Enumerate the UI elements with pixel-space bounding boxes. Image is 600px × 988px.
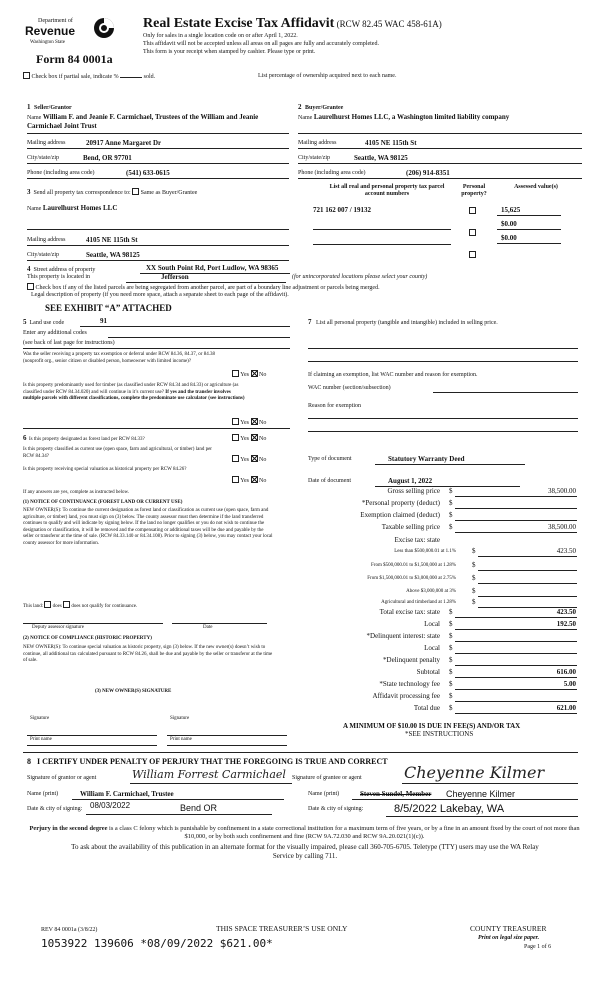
tax-row-label: *Delinquent penalty [383,656,440,664]
deputy-date-label: Date [203,625,213,630]
owner-signature-label: Signature [30,716,50,721]
grantor-date-city-label: Date & city of signing: [27,806,83,812]
grantee-date-city-label: Date & city of signing: [308,806,364,812]
note-2: This affidavit will not be accepted unless all areas on all pages are fully and accurately completed. [143,41,379,47]
tax-row-label: *State technology fee [379,680,440,688]
wac-label: WAC number (section/subsection) [308,385,391,391]
personal-col-header: Personal property? [461,184,487,197]
continuance-heading: (1) NOTICE OF CONTINUANCE (FOREST LAND OR CURRENT USE) [23,500,183,505]
tax-bracket-label: Less than $500,000.01 at 1.1% [394,549,456,554]
grantee-signature: Cheyenne Kilmer [404,763,545,782]
tax-bracket-label: Above $3,000,000 at 3% [406,589,456,594]
if-yes-note: If any answers are yes, complete as instructed below. [23,490,130,495]
tax-bracket-label: From $500,000.01 to $1,500,000 at 1.28% [371,563,456,568]
seller-city: Bend, OR 97701 [83,154,132,162]
buyer-mail-label: Mailing address [298,140,337,146]
continuance-body: NEW OWNER(S): To continue the current designation as forest land or classification as current use (open space, farm and agriculture, or timber) land, you must sign on (3) below. The county assessor must then determine if the land transferred continues to qualify and will indicate by signing below. If the land no longer qualifies or you do not wish to continue the designation or classification, it will be removed and the compensating or additional taxes will be due and payable by the seller or transferor at the time of sale. (RCW 84.33.140 or 84.34.108). Prior to signing (3) below, you may contact your local county assessor for more information. [23,508,273,546]
seller-mail-label: Mailing address [27,140,66,146]
partial-sale-checkbox[interactable] [23,72,30,79]
sec3-city-label: City/state/zip [27,252,59,258]
assessed-value: $0.00 [501,220,517,228]
alternate-format-notice: To ask about the availability of this publication in an alternate format for the visually impaired, please call 360-705-6705. Teletype (TTY) users may use the WA Relay Service by calling 711. [71,843,539,861]
seller-mail: 20917 Anne Margaret Dr [86,139,162,147]
does-not-checkbox[interactable] [63,601,70,608]
personal-property-checkbox[interactable] [469,229,476,236]
forest-question: 6 Is this property designated as forest land per RCW 84.33? [23,434,145,442]
current-use-yes-no: Yes No [232,455,266,464]
personal-property-checkbox[interactable] [469,207,476,214]
parcel-col-header: List all real and personal property tax parcel account numbers [329,184,445,197]
grantor-signature-label: Signature of grantor or agent [27,775,97,781]
timber-yes-no: Yes No [232,418,266,427]
tax-row-value: 621.00 [556,704,576,712]
unincorporated-note: (for unincorporated locations please select your county) [292,274,428,280]
tax-row-label: *Personal property (deduct) [361,499,440,507]
seller-phone: (541) 633-0615 [126,169,170,177]
tax-row-label: Exemption claimed (deduct) [360,511,440,519]
see-back-label: (see back of last page for instructions) [23,340,115,346]
street-address: XX South Point Rd, Port Ludlow, WA 98365 [146,264,279,272]
owner-print-name-label: Print name [170,737,192,742]
yes-checkbox[interactable] [232,455,239,462]
segregated-checkbox[interactable] [27,283,34,290]
exemption-claim-label: If claiming an exemption, list WAC number and reason for exemption. [308,372,478,378]
compliance-body: NEW OWNER(S): To continue special valuation as historic property, sign (3) below. If the new owner(s) doesn’t wish to continue, all additional tax calculated pursuant to RCW 84.26, shall be due and payable by the seller or transferor at the time of sale. [23,645,273,663]
tax-row-value: 38,500.00 [548,487,576,495]
forest-yes-no: Yes No [232,434,266,443]
grantor-print-name: William F. Carmichael, Trustee [80,790,174,798]
assessed-value: 15,625 [501,206,521,214]
correspondence-row: 3 Send all property tax correspondence to: Same as Buyer/Grantee [27,188,198,196]
tax-bracket-label: Agricultural and timberland at 1.28% [381,600,456,605]
doc-date-label: Date of document [308,478,351,484]
buyer-phone-label: Phone (including area code) [298,170,366,176]
exemption-yes-no: Yes No [232,370,266,379]
this-land-row: This land: does does not qualify for continuance. [23,601,137,610]
yes-checkbox[interactable] [232,434,239,441]
land-use-row: 5 Land use code [23,318,65,326]
tax-row-value: 423.50 [556,608,576,616]
tax-bracket-value: 423.50 [556,547,576,555]
owner-print-name-label: Print name [30,737,52,742]
doc-type-label: Type of document [308,456,352,462]
legal-description-label: Legal description of property (if you need more space, attach a separate sheet to each page of the affidavit). [31,292,289,298]
tax-row-label: Total excise tax: state [379,608,440,616]
dept-line1: Department of [38,18,73,24]
buyer-mail: 4105 NE 115th St [365,139,417,147]
grantee-print-name: Cheyenne Kilmer [446,789,516,799]
reason-label: Reason for exemption [308,403,361,409]
sec3-city: Seattle, WA 98125 [86,251,140,259]
tax-row-label: Gross selling price [387,487,440,495]
perjury-notice: Perjury in the second degree is a class C felony which is punishable by confinement in a state correctional institution for a maximum term of five years, or by a fine in an amount fixed by the court of not more than $10,000, or by both such confinement and fine (RCW 9A.72.030 and RCW 9A.20.021(1)(c)). [29,825,580,841]
note-1: Only for sales in a single location code on or after April 1, 2022. [143,33,298,39]
note-3: This form is your receipt when stamped by cashier. Please type or print. [143,49,316,55]
seller-heading: 1 Seller/Grantor [27,103,72,111]
no-checkbox[interactable] [251,418,258,425]
buyer-heading: 2 Buyer/Grantee [298,103,344,111]
minimum-due-note: A MINIMUM OF $10.00 IS DUE IN FEE(S) AND/OR TAX [343,722,521,730]
tax-row-label: Taxable selling price [381,523,440,531]
no-checkbox[interactable] [251,455,258,462]
current-use-question: Is this property classified as current use (open space, farm and agricultural, or timber) land per RCW 84.34? [23,447,212,459]
wa-seal-icon [92,16,116,40]
grantor-print-label: Name (print) [27,791,59,797]
percentage-note: List percentage of ownership acquired next to each name. [258,73,397,79]
historic-question: Is this property receiving special valuation as historical property per RCW 84.26? [23,467,187,472]
no-checkbox[interactable] [251,434,258,441]
owner-signature-label: Signature [170,716,190,721]
deputy-signature-label: Deputy assessor signature [32,625,84,630]
personal-property-checkbox[interactable] [469,251,476,258]
tax-bracket-label: From $1,500,000.01 to $3,000,000 at 2.75% [367,576,456,581]
county-location[interactable]: Jefferson [161,273,189,281]
seller-name-row: Name William F. and Jeanie F. Carmichael, Trustees of the William and Jeanie Carmichael Joint Trust [27,113,259,130]
tax-row-label: Subtotal [416,668,440,676]
tax-row-label: Local [424,620,440,628]
grantee-signature-label: Signature of grantee or agent [292,775,362,781]
tax-row-label: Affidavit processing fee [372,692,440,700]
parcel-number: 721 162 007 / 19132 [313,206,371,214]
grantee-date-city: 8/5/2022 Lakebay, WA [394,803,505,815]
county-treasurer-label: COUNTY TREASURER [470,924,547,933]
revision-number: REV 84 0001a (3/8/22) [41,927,98,933]
grantor-date: 08/03/2022 [90,801,131,810]
certify-heading: 8 I CERTIFY UNDER PENALTY OF PERJURY THAT THE FOREGOING IS TRUE AND CORRECT [27,757,388,766]
tax-row-value: 38,500.00 [548,523,576,531]
page-number: Page 1 of 6 [524,944,552,950]
grantee-print-name-struck: Steven Sundel, Member [360,790,432,798]
form-number: Form 84 0001a [36,52,113,66]
no-checkbox[interactable] [251,370,258,377]
same-as-buyer-checkbox[interactable] [132,188,139,195]
buyer-phone: (206) 914-8351 [406,169,450,177]
buyer-city-label: City/state/zip [298,155,330,161]
sec3-mail: 4105 NE 115th St [86,236,138,244]
sec3-name-row: Name Laurelhurst Homes LLC [27,204,118,212]
historic-yes-no: Yes No [232,476,266,485]
seller-city-label: City/state/zip [27,155,59,161]
tax-row-label: *Delinquent interest: state [366,632,440,640]
assessed-col-header: Assessed value(s) [514,184,558,190]
tax-row-value: 616.00 [556,668,576,676]
grantor-signature: William Forrest Carmichael [132,768,286,781]
tax-row-value: 5.00 [563,680,576,688]
street-address-row: 4 Street address of property [27,265,96,273]
exhibit-a: SEE EXHIBIT “A” ATTACHED [45,303,172,313]
dept-line3: Washington State [30,40,66,45]
no-checkbox[interactable] [251,476,258,483]
located-label: This property is located in [27,274,90,280]
timber-question: Is this property predominantly used for timber (as classified under RCW 84.34 and 84.33) or agriculture (as classified under RCW 84.34.020) and will continue in it’s current use? If yes and the transfer involves multiple parcels with different classifications, complete the predominate use calculator (see instructions) [23,383,245,401]
seller-phone-label: Phone (including area code) [27,170,95,176]
dept-line2: Revenue [25,24,76,38]
treasurer-receipt-stamp: 1053922 139606 *08/09/2022 $621.00* [41,937,273,950]
partial-sale-row: Check box if partial sale, indicate % sold. [23,72,155,81]
sec3-mail-label: Mailing address [27,237,66,243]
yes-checkbox[interactable] [232,418,239,425]
assessed-value: $0.00 [501,234,517,242]
additional-codes-label: Enter any additional codes [23,330,87,336]
tax-row-value: 192.50 [556,620,576,628]
grantee-print-label: Name (print) [308,791,340,797]
buyer-city: Seattle, WA 98125 [354,154,408,162]
does-checkbox[interactable] [44,601,51,608]
personal-property-label: 7 List all personal property (tangible and intangible) included in selling price. [308,318,498,326]
legal-paper-note: Print on legal size paper. [478,935,540,941]
grantor-city: Bend OR [180,803,218,813]
see-instructions-note: *SEE INSTRUCTIONS [405,730,474,738]
form-title: Real Estate Excise Tax Affidavit (RCW 82.45 WAC 458-61A) [143,16,442,31]
tax-row-label: Total due [413,704,440,712]
new-owner-signature-heading: (3) NEW OWNER(S) SIGNATURE [95,689,172,694]
treasurer-use-label: THIS SPACE TREASURER’S USE ONLY [216,924,348,933]
excise-tax-state-label: Excise tax: state [394,536,440,544]
tax-row-label: Local [424,644,440,652]
segregated-row: Check box if any of the listed parcels are being segregated from another parcel, are part of a boundary line adjustment or parcels being merged. [27,283,380,292]
doc-date: August 1, 2022 [388,477,433,485]
doc-type: Statutory Warranty Deed [388,455,465,463]
land-use-code: 91 [100,317,107,325]
yes-checkbox[interactable] [232,476,239,483]
buyer-name-row: Name Laurelhurst Homes LLC, a Washington limited liability company [298,113,510,121]
yes-checkbox[interactable] [232,370,239,377]
compliance-heading: (2) NOTICE OF COMPLIANCE (HISTORIC PROPERTY) [23,636,152,641]
exemption-question: Was the seller receiving a property tax exemption or deferral under RCW 84.36, 84.37, or 84.38 (nonprofit org., senior citizen or disabled person, homeowner with limited income)? [23,352,215,364]
